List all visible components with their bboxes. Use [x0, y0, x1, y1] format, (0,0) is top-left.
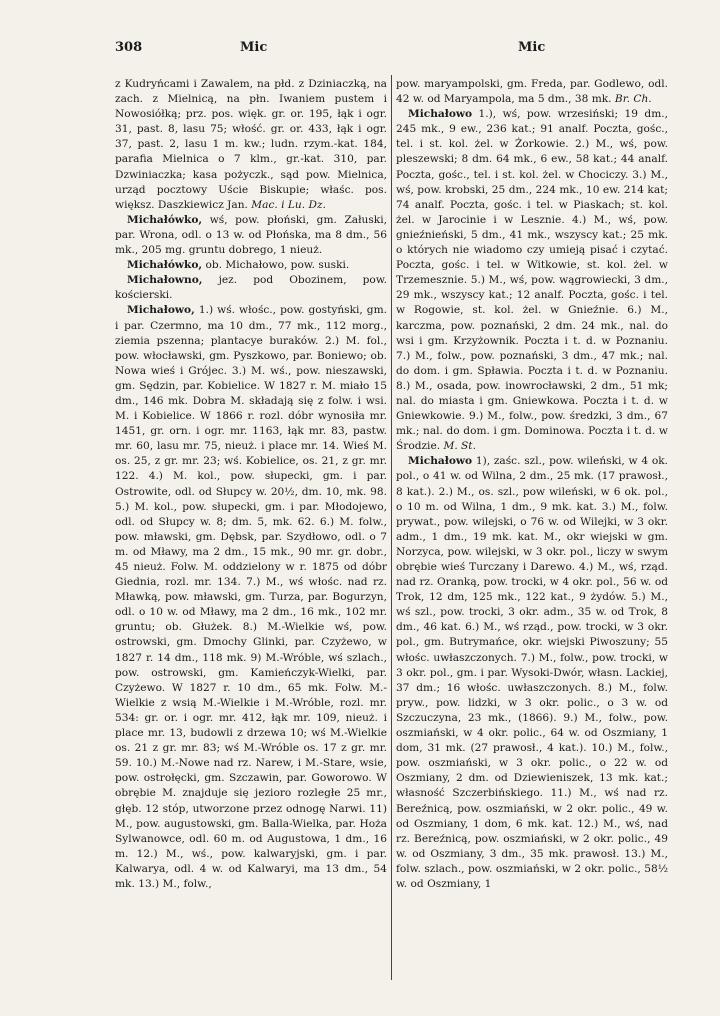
entry	[396, 107, 668, 454]
page-number: 308	[115, 40, 143, 55]
entry-text: 1.) wś. włośc., pow. gostyński, gm. i par. Czermno, ma 10 dm., 77 mk., 112 morg., ziemia pszenna; plantacye buraków. 2.) M. fol., pow. włocławski, gm. Pyszkowo, par. Boniewo; ob. Nowa wieś i Grójec. 3.) M. wś., pow. nieszawski, gm. Sędzin, par. Kobielice. W 1827 r. M. miało 15 dm., 146 mk. Dobra M. składają się z folw. i wsi. M. i Kobielice. W 1866 r. rozl. dóbr wynosiła mr. 1451, gr. orn. i ogr. mr. 1163, łąk mr. 83, pastw. mr. 60, lasu mr. 75, nieuż. i place mr. 14. Wieś M. os. 25, z gr. mr. 23; wś. Kobielice, os. 21, z gr. mr. 122. 4.) M. kol., pow. słupecki, gm. i par. Ostrowite, odl. od Słupcy w. 20½, dm. 10, mk. 98. 5.) M. kol., pow. słupecki, gm. i par. Młodojewo, odl. od Słupcy w. 8; dm. 5, mk. 62. 6.) M. folw., pow. mławski, gm. Dębsk, par. Szydłowo, odl. o 7 m. od Mławy, ma 2 dm., 15 mk., 90 mr. gr. dobr., 45 nieuż. Folw. M. oddzielony w r. 1875 od dóbr Giednia, rozl. mr. 134. 7.) M., wś włośc. nad rz. Mławką, pow. mławski, gm. Turza, par. Bogurzyn, odl. o 10 w. od Mławy, ma 2 dm., 16 mk., 102 mr. gruntu; ob. Głużek. 8.) M.-Wielkie wś, pow. ostrowski, gm. Dmochy Glinki, par. Czyżewo, w 1827 r. 14 dm., 118 mk. 9) M.-Wróble, wś szlach., pow. ostrowski, gm. Kamieńczyk-Wielki, par. Czyżewo. W 1827 r. 10 dm., 65 mk. Folw. M.-Wielkie z wsią M.-Wielkie i M.-Wróble, rozl. mr. 534: gr. or. i ogr. mr. 412, łąk mr. 109, nieuż. i place mr. 13, budowli z drzewa 10; wś M.-Wielkie os. 21 z gr. mr. 83; wś M.-Wróble os. 17 z gr. mr. 59. 10.) M.-Nowe nad rz. Narew, i M.-Stare, wsie, pow. ostrołęcki, gm. Szczawin, par. Goworowo. W obrębie M. znajduje się jezioro rozległe 25 mr., głęb. 12 stóp, utworzone przez odnogę Narwi. 11) M., pow. augustowski, gm. Balla-Wielka, par. Hoża Sylwanowce, odl. 60 m. od Augustowa, 1 dm., 16 m. 12.) M., wś., pow. kalwaryjski, gm. i par. Kalwarya, odl. 4 w. od Kalwaryi, ma 13 dm., 54 mk. 13.) M., folw.,	[115, 304, 387, 890]
running-head-right: Mic	[518, 40, 546, 55]
entry-text: ob. Michałowo, pow. suski.	[202, 259, 350, 272]
entry	[115, 273, 387, 303]
entry-headword: Michałowo	[408, 455, 473, 468]
entry-signature: Mac. i Lu. Dz.	[251, 198, 326, 211]
entry-text: wś, pow. płoński, gm. Załuski, par. Wrona, odl. o 13 w. od Płońska, ma 8 dm., 56 mk., 205 mg. gruntu dobrego, 1 nieuż.	[115, 213, 387, 257]
entry-headword: Michałowno,	[127, 274, 203, 287]
entry-text: pow. maryampolski, gm. Freda, par. Godlewo, odl. 42 w. od Maryampola, ma 5 dm., 38 mk.	[396, 78, 668, 106]
entry-text: jez. pod Obozinem, pow. kościerski.	[115, 274, 387, 302]
left-column	[115, 77, 387, 977]
page-header	[0, 40, 720, 64]
entry	[115, 213, 387, 258]
entry	[115, 303, 387, 892]
entry-text: 1), zaśc. szl., pow. wileński, w 4 ok. pol., o 41 w. od Wilna, 2 dm., 25 mk. (17 prawosł., 8 kat.). 2.) M., os. szl., pow wileński, w 6 ok. pol., o 10 m. od Wilna, 1 dm., 9 mk. kat. 3.) M., folw. prywat., pow. wilejski, o 76 w. od Wilejki, w 3 okr. adm., 1 dm., 19 mk. kat. M., okr wiejski w gm. Norzyca, pow. wilejski, w 3 okr. pol., liczy w swym obrębie wieś Turczany i Darewo. 4.) M., wś, rząd. nad rz. Oranką, pow. trocki, w 4 okr. pol., 56 w. od Trok, 12 dm, 125 mk., 122 kat., 9 żydów. 5.) M., wś szl., pow. trocki, 3 okr. adm., 35 w. od Trok, 8 dm., 46 kat. 6.) M., wś rząd., pow. trocki, w 3 okr. pol., gm. Butrymańce, okr. wiejski Piwoszuny; 55 włośc. uwłaszczonych. 7.) M., folw., pow. trocki, w 3 okr. pol., gm. i par. Wysoki-Dwór, własn. Lackiej, 37 dm.; 16 włośc. uwłaszczonych. 8.) M., folw. pryw., pow. lidzki, w 3 okr. polic., o 3 w. od Szczuczyna, 23 mk., (1866). 9.) M., folw., pow. oszmiański, w 4 okr. polic., 64 w. od Oszmiany, 1 dom, 31 mk. (27 prawosł., 4 kat.). 10.) M., folw., pow. oszmiański, w 3 okr. polic., o 22 w. od Oszmiany, 2 dm. od Dziewieniszek, 13 mk. kat.; własność Szczerbińskiego. 11.) M., wś nad rz. Bereźnicą, pow. oszmiański, w 2 okr. polic., 49 w. od Oszmiany, 1 dom, 6 mk. kat. 12.) M., wś, nad rz. Bereźnicą, pow. oszmiański, w 2 okr. polic., 49 w. od Oszmiany, 3 dm., 35 mk. prawosł. 13.) M., folw. szlach., pow. oszmiański, w 2 okr. polic., 58½ w. od Oszmiany, 1	[396, 455, 668, 890]
entry-text: 1.), wś, pow. wrzesiński; 19 dm., 245 mk., 9 ew., 236 kat.; 91 analf. Poczta, gośc., tel. i st. kol. żel. w Żorkowie. 2.) M., wś, pow. pleszewski; 8 dm. 64 mk., 6 ew., 58 kat.; 44 analf. Poczta, gośc., tel. i st. kol. żel. w Chociczy. 3.) M., wś, pow. krobski, 25 dm., 224 mk., 10 ew. 214 kat; 74 analf. Poczta, gośc. i tel. w Piaskach; st. kol. żel. w Jarocinie i w Lesznie. 4.) M., wś, pow. gnieźnieński, 5 dm., 41 mk., wszyscy kat.; 25 mk. o których nie wiadomo czy umieją pisać i czytać. Poczta, gośc. i tel. w Witkowie, st. kol. żel. w Trzemesznie. 5.) M., wś, pow. wągrowiecki, 3 dm., 29 mk., wszyscy kat.; 12 analf. Poczta, gośc. i tel. w Rogowie, st. kol. żel. w Gnieźnie. 6.) M., karczma, pow. poznański, 2 dm. 24 mk., nal. do wsi i gm. Krzyżownik. Poczta i t. d. w Poznaniu. 7.) M., folw., pow. poznański, 3 dm., 47 mk.; nal. do dom. i gm. Spławia. Poczta i t. d. w Poznaniu. 8.) M., osada, pow. inowrocławski, 2 dm., 51 mk; nal. do miasta i gm. Gniewkowa. Poczta i t. d. w Gniewkowie. 9.) M., folw., pow. średzki, 3 dm., 67 mk.; nal. do dom. i gm. Dominowa. Poczta i t. d. w Środzie.	[396, 108, 668, 453]
entry-headword: Michałówko,	[127, 213, 203, 226]
entry-signature: M. St.	[443, 440, 476, 453]
entry-headword: Michałowo	[408, 108, 473, 121]
entry	[115, 258, 387, 273]
entry-text: z Kudryńcami i Zawalem, na płd. z Dziniaczką, na zach. z Mielnicą, na płn. Iwaniem pustem i Nowosiółką; prz. pos. więk. gr. or. 195, łąk i ogr. 31, past. 8, lasu 75; włość. gr. or. 433, łąk i ogr. 37, past. 2, lasu 1 m. kw.; ludn. rzym.-kat. 184, parafia Mielnica o 7 klm., gr.-kat. 310, par. Dzwiniaczka; kasa pożyczk., sąd pow. Mielnica, urząd pocztowy Uście Biskupie; właśc. pos. większ. Daszkiewicz Jan.	[115, 78, 387, 211]
entry	[396, 454, 668, 892]
entry-continuation	[396, 77, 668, 107]
running-head-left: Mic	[240, 40, 268, 55]
entry-headword: Michałowo,	[127, 304, 195, 317]
right-column	[396, 77, 668, 977]
entry-signature: Br. Ch.	[614, 93, 652, 106]
entry-headword: Michałówko,	[127, 259, 203, 272]
entry-continuation	[115, 77, 387, 213]
column-divider	[391, 75, 392, 980]
